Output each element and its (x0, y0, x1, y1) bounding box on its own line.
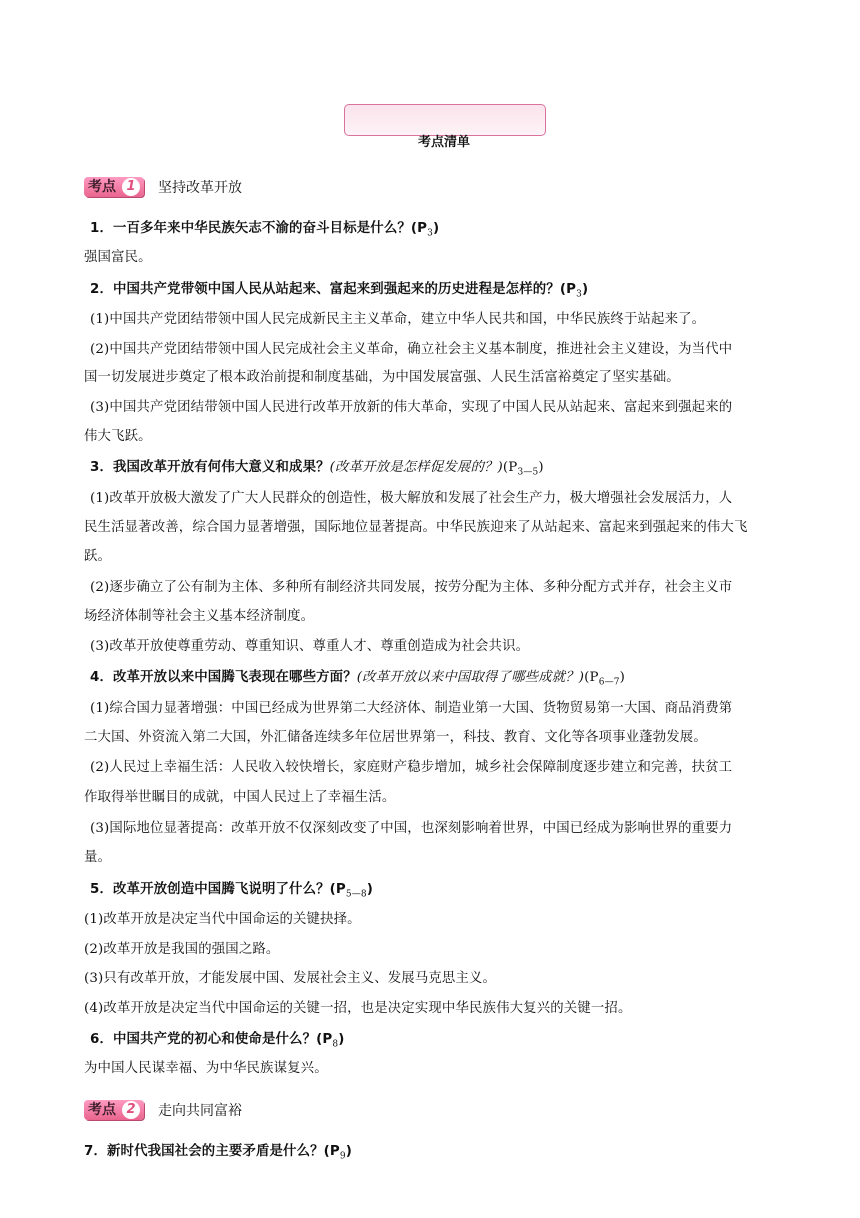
section-title: 坚持改革开放 (158, 180, 242, 196)
answer-3-1a: (1)改革开放极大激发了广大人民群众的创造性，极大解放和发展了社会生产力，极大增强社会发展活力，人 (90, 491, 733, 506)
badge-number: 2 (122, 1101, 140, 1119)
badge-chip (84, 177, 144, 197)
badge-word: 考点 (88, 179, 116, 195)
answer-5-3: (3)只有改革开放，才能发展中国、发展社会主义、发展马克思主义。 (84, 971, 497, 986)
section-badge-2 (84, 1099, 242, 1121)
answer-5-2: (2)改革开放是我国的强国之路。 (84, 942, 280, 957)
answer-2-2a: (2)中国共产党团结带领中国人民完成社会主义革命，确立社会主义基本制度，推进社会主义建设，为当代中 (90, 342, 733, 357)
answer-3-2a: (2)逐步确立了公有制为主体、多种所有制经济共同发展，按劳分配为主体、多种分配方式并存，社会主义市 (90, 580, 733, 595)
section-title: 走向共同富裕 (158, 1103, 242, 1119)
section-badge-1 (84, 176, 242, 198)
badge-word: 考点 (88, 1102, 116, 1118)
badge-chip (84, 1100, 144, 1120)
question-6: 6．中国共产党的初心和使命是什么？$(P_8)$ (90, 1032, 345, 1050)
answer-4-3b: 量。 (84, 850, 112, 865)
answer-4-1b: 二大国、外资流入第二大国，外汇储备连续多年位居世界第一，科技、教育、文化等各项事业蓬勃发展。 (84, 730, 707, 745)
answer-2-2b: 国一切发展进步奠定了根本政治前提和制度基础，为中国发展富强、人民生活富裕奠定了坚实基础。 (84, 370, 680, 385)
answer-5-1: (1)改革开放是决定当代中国命运的关键抉择。 (84, 912, 361, 927)
question-1: 1．一百多年来中华民族矢志不渝的奋斗目标是什么？$(P_3)$ (90, 221, 440, 239)
answer-3-1b: 民生活显著改善，综合国力显著增强，国际地位显著提高。中华民族迎来了从站起来、富起来到强起来的伟大飞 (84, 520, 748, 535)
answer-1: 强国富民。 (84, 250, 152, 265)
question-2: 2．中国共产党带领中国人民从站起来、富起来到强起来的历史进程是怎样的？$(P_3)$ (90, 282, 589, 300)
answer-6: 为中国人民谋幸福、为中华民族谋复兴。 (84, 1061, 328, 1076)
answer-4-1a: (1)综合国力显著增强：中国已经成为世界第二大经济体、制造业第一大国、货物贸易第一大国、商品消费第 (90, 701, 733, 716)
answer-4-2b: 作取得举世瞩目的成就，中国人民过上了幸福生活。 (84, 790, 396, 805)
answer-5-4: (4)改革开放是决定当代中国命运的关键一招，也是决定实现中华民族伟大复兴的关键一招。 (84, 1001, 632, 1016)
answer-2-1: (1)中国共产党团结带领中国人民完成新民主主义革命，建立中华人民共和国，中华民族终于站起来了。 (90, 312, 706, 327)
answer-4-3a: (3)国际地位显著提高：改革开放不仅深刻改变了中国，也深刻影响着世界，中国已经成为影响世界的重要力 (90, 821, 733, 836)
answer-2-3b: 伟大飞跃。 (84, 429, 152, 444)
question-4: 4．改革开放以来中国腾飞表现在哪些方面？(改革开放以来中国取得了哪些成就？)$(P_{6—7})$ (90, 670, 625, 688)
answer-3-2b: 场经济体制等社会主义基本经济制度。 (84, 609, 315, 624)
question-7: 7．新时代我国社会的主要矛盾是什么？$(P_9)$ (84, 1144, 353, 1162)
question-5: 5．改革开放创造中国腾飞说明了什么？$(P_{5—8})$ (90, 882, 374, 900)
answer-4-2a: (2)人民过上幸福生活：人民收入较快增长，家庭财产稳步增加，城乡社会保障制度逐步建立和完善，扶贫工 (90, 760, 733, 775)
question-3: 3．我国改革开放有何伟大意义和成果？(改革开放是怎样促发展的？)$(P_{3—5})$ (90, 460, 544, 478)
answer-2-3a: (3)中国共产党团结带领中国人民进行改革开放新的伟大革命，实现了中国人民从站起来、富起来到强起来的 (90, 400, 733, 415)
answer-3-1c: 跃。 (84, 549, 112, 564)
answer-3-3: (3)改革开放使尊重劳动、尊重知识、尊重人才、尊重创造成为社会共识。 (90, 639, 530, 654)
badge-number: 1 (122, 178, 140, 196)
page-title: 考点清单 (417, 135, 470, 150)
